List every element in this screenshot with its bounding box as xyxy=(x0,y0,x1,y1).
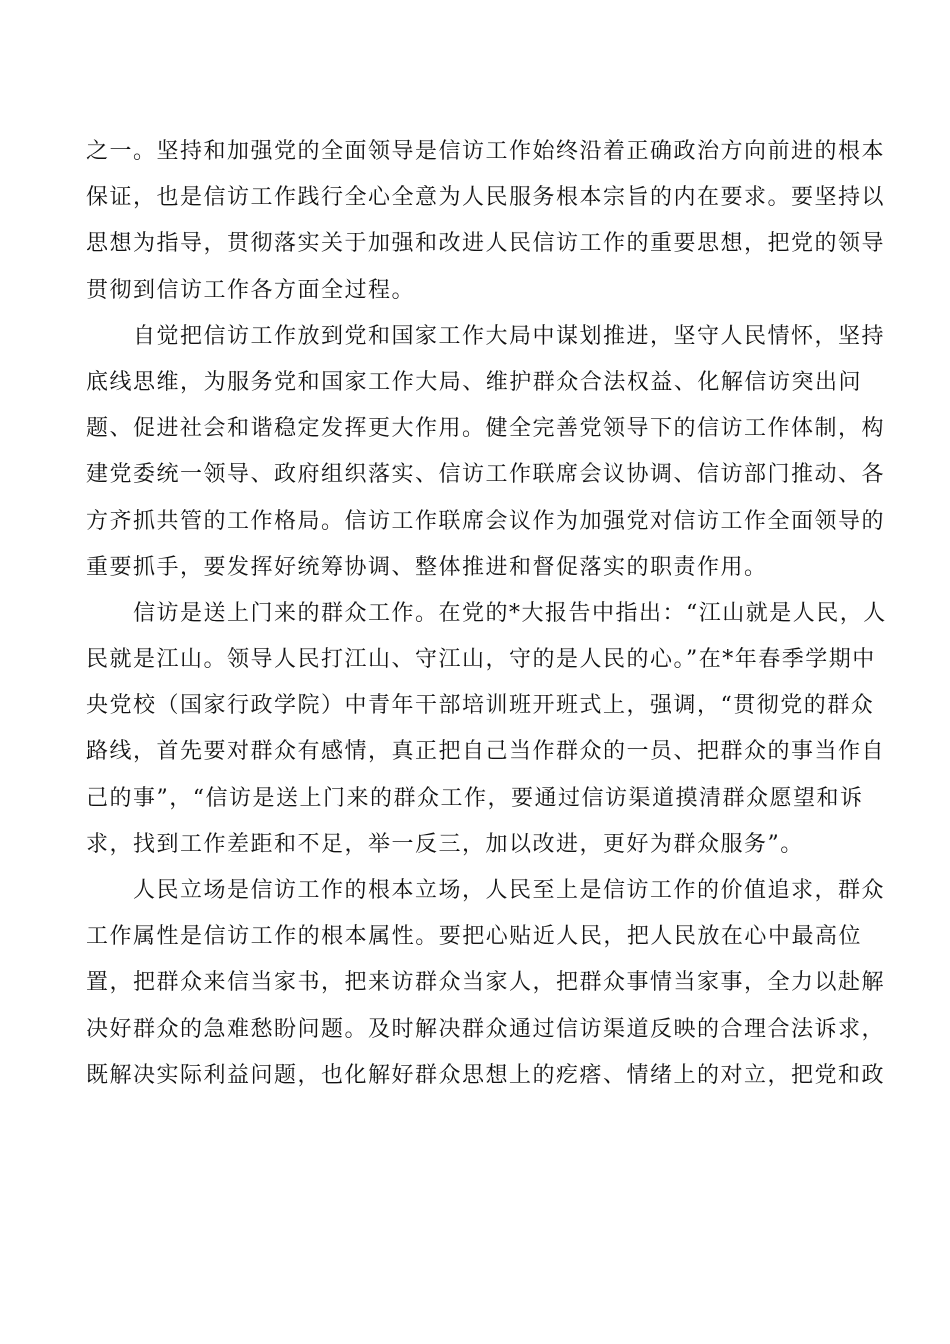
paragraph-4 xyxy=(86,868,886,1099)
text-line: 民就是江山。领导人民打江山、守江山，守的是人民的心。”在*年春季学期中 xyxy=(86,647,876,673)
text-line: 贯彻到信访工作各方面全过程。 xyxy=(86,277,416,303)
document-body xyxy=(86,129,887,1099)
text-line: 底线思维，为服务党和国家工作大局、维护群众合法权益、化解信访突出问 xyxy=(86,369,862,395)
text-line: 己的事”，“信访是送上门来的群众工作，要通过信访渠道摸清群众愿望和诉 xyxy=(86,785,864,811)
text-line: 重要抓手，要发挥好统筹协调、整体推进和督促落实的职责作用。 xyxy=(86,554,768,580)
paragraph-3 xyxy=(86,591,887,868)
text-line: 工作属性是信访工作的根本属性。要把心贴近人民，把人民放在心中最高位 xyxy=(86,924,862,950)
text-line: 方齐抓共管的工作格局。信访工作联席会议作为加强党对信访工作全面领导的 xyxy=(86,508,886,534)
text-line: 置，把群众来信当家书，把来访群众当家人，把群众事情当家事，全力以赴解 xyxy=(86,970,886,996)
text-line: 思想为指导，贯彻落实关于加强和改进人民信访工作的重要思想，把党的领导 xyxy=(86,231,886,257)
text-line: 信访是送上门来的群众工作。在党的*大报告中指出：“江山就是人民，人 xyxy=(86,600,887,626)
text-line: 题、促进社会和谐稳定发挥更大作用。健全完善党领导下的信访工作体制，构 xyxy=(86,416,886,442)
text-line: 求，找到工作差距和不足，举一反三，加以改进，更好为群众服务”。 xyxy=(86,831,804,857)
paragraph-2 xyxy=(86,314,886,591)
text-line: 人民立场是信访工作的根本立场，人民至上是信访工作的价值追求，群众 xyxy=(86,878,886,903)
text-line: 之一。坚持和加强党的全面领导是信访工作始终沿着正确政治方向前进的根本 xyxy=(86,139,886,164)
paragraph-1 xyxy=(86,129,886,314)
text-line: 路线，首先要对群众有感情，真正把自己当作群众的一员、把群众的事当作自 xyxy=(86,739,886,765)
text-line: 保证，也是信访工作践行全心全意为人民服务根本宗旨的内在要求。要坚持以 xyxy=(86,185,886,211)
text-line: 自觉把信访工作放到党和国家工作大局中谋划推进，坚守人民情怀，坚持 xyxy=(86,323,886,349)
text-line: 既解决实际利益问题，也化解好群众思想上的疙瘩、情绪上的对立，把党和政 xyxy=(86,1062,886,1088)
text-line: 决好群众的急难愁盼问题。及时解决群众通过信访渠道反映的合理合法诉求， xyxy=(86,1016,886,1042)
text-line: 央党校（国家行政学院）中青年干部培训班开班式上，强调，“贯彻党的群众 xyxy=(86,693,875,719)
text-line: 建党委统一领导、政府组织落实、信访工作联席会议协调、信访部门推动、各 xyxy=(86,462,886,488)
